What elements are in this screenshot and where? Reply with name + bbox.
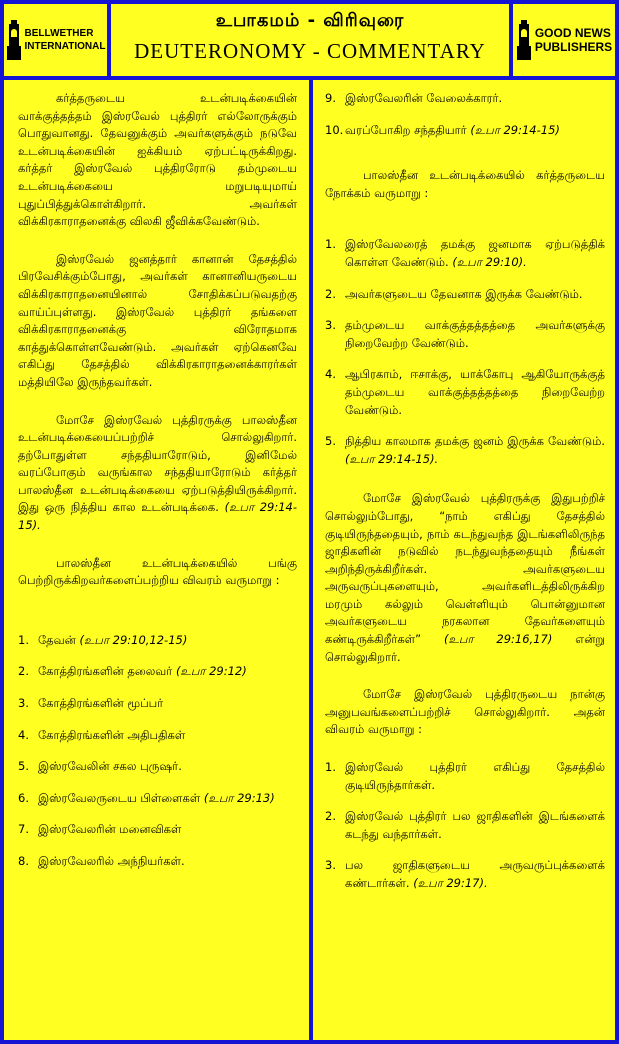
list-number: 1.: [325, 237, 336, 252]
logo-left-line2: INTERNATIONAL: [24, 41, 106, 52]
bellwether-logo: [4, 4, 107, 76]
scripture-reference: (உபா 29:12): [175, 664, 247, 679]
list-text: கோத்திரங்களின் அதிபதிகள்: [38, 727, 186, 742]
list-number: 4.: [18, 727, 29, 742]
good-news-logo: [513, 4, 615, 76]
right-column: [313, 80, 615, 1040]
list-number: 3.: [18, 696, 29, 711]
list-number: 2.: [325, 286, 336, 301]
list-text: இஸ்ரவேலருடைய பிள்ளைகள்: [38, 790, 201, 805]
list-item: [325, 286, 605, 304]
list-text: தேவன்: [38, 632, 76, 647]
list-number: 9.: [325, 91, 336, 105]
paragraph: பாலஸ்தீன உடன்படிக்கையில் கர்த்தருடைய நோக்கம் வருமாறு :: [325, 168, 605, 200]
list-number: 3.: [325, 858, 336, 873]
list-number: 10.: [325, 122, 344, 137]
list-number: 8.: [18, 854, 29, 868]
list-text: ஆபிரகாம், ஈசாக்கு, யாக்கோபு ஆகியோருக்குத் தம்முடைய வாக்குத்தத்தத்தை நிறைவேற்ற வேண்டும்.: [345, 367, 605, 417]
list-number: 6.: [18, 790, 29, 805]
header-title: [111, 4, 509, 76]
list-text: வரப்போகிற சந்ததியார்: [345, 122, 467, 137]
paragraph: பாலஸ்தீன உடன்படிக்கையில் பங்கு பெற்றிருக்கிறவர்களைப்பற்றிய விவரம் வருமாறு :: [18, 555, 297, 588]
list-item: [325, 759, 605, 794]
list-text: இஸ்ரவேல் புத்திரர் பல ஜாதிகளின் இடங்களைக் கடந்து வந்தார்கள்.: [345, 809, 605, 841]
paragraph-text: மோசே இஸ்ரவேல் புத்திரருக்கு இதுபற்றிச் சொல்லும்போது, “நாம் எகிப்து தேசத்தில் குடியிருந்ததையும், நாம் கடந்துவந்த இடங்களிலிருந்த ஜாதிகளின் நடுவில் நடந்துவந்ததையும் நீங்கள் அறிந்திருக்கிறீர்கள். அவர்களுடைய அருவருப்புகளையும், அவர்களிடத்திலிருக்கிற மரமும் கல்லும் வெள்ளியும் பொன்னுமான அவர்களுடைய நரகலான தேவர்களையும் கண்டிருக்கிறீர்கள்”: [325, 491, 605, 647]
list-item: [325, 122, 605, 140]
list-text: கோத்திரங்களின் மூப்பர்: [38, 696, 164, 711]
paragraph-text: என்று சொல்லுகிறார்.: [325, 632, 605, 664]
list-text: இஸ்ரவேலரில் அந்நியர்கள்.: [38, 854, 185, 868]
list-number: 5.: [18, 759, 29, 774]
left-column: [4, 80, 309, 1040]
list-item: [325, 236, 605, 271]
list-text: தம்முடைய வாக்குத்தத்தத்தை அவர்களுக்கு நிறைவேற்ற வேண்டும்.: [345, 318, 605, 350]
scripture-reference: (உபா 29:17).: [413, 876, 488, 890]
list-text: இஸ்ரவேலின் சகல புருஷர்.: [38, 759, 182, 774]
list-text: பல ஜாதிகளுடைய அருவருப்புக்களைக் கண்டார்கள்.: [345, 858, 605, 890]
paragraph: கர்த்தருடைய உடன்படிக்கையின் வாக்குத்தத்தம் இஸ்ரவேல் புத்திரர் எல்லோருக்கும் பொதுவானது. தேவனுக்கும் அவர்களுக்கும் நடுவே உடன்படிக்கையின் ஐக்கியம் ஏற்பட்டிருக்கிறது. கர்த்தர் இஸ்ரவேல் புத்திரரோடு தம்முடைய உடன்படிக்கையை மறுபடியுமாய் புதுப்பித்துக்கொள்கிறார். அவர்கள் விக்கிரகாராதனைக்கு விலகி ஜீவிக்கவேண்டும்.: [18, 91, 297, 229]
page-title-english: DEUTERONOMY - COMMENTARY: [134, 39, 486, 63]
paragraph: இஸ்ரவேல் ஜனத்தார் கானான் தேசத்தில் பிரவேசிக்கும்போது, அவர்கள் கானானியருடைய விக்கிரகாராதனையினால் சோதிக்கப்படுவதற்கு வாய்ப்புள்ளது. இஸ்ரவேல் புத்திரர் தங்களை விக்கிரகாராதனைக்கு விரோதமாக காத்துக்கொள்ளவேண்டும். அவர்கள் ஏற்கெனவே எகிப்து தேசத்தில் விக்கிரகாராதனைக்காரர்கள் மத்தியிலே இருந்தவர்கள்.: [18, 251, 297, 389]
scripture-reference: (உபா 29:10,12-15): [79, 632, 188, 647]
scripture-reference: (உபா 29:14-15).: [345, 451, 439, 466]
list-number: 1.: [18, 632, 29, 647]
scripture-reference: (உபா 29:10).: [452, 254, 527, 269]
experiences-list: [325, 759, 605, 893]
list-item: [18, 853, 297, 871]
list-item: [325, 857, 605, 892]
list-number: 3.: [325, 318, 336, 333]
list-item: [18, 821, 297, 839]
list-item: [18, 758, 297, 776]
list-item: [18, 663, 297, 681]
scripture-reference: (உபா 29:14-15): [470, 122, 560, 137]
list-text: இஸ்ரவேலரின் மனைவிகள்: [38, 822, 182, 837]
paragraph: [18, 412, 297, 535]
bell-tower-icon: [516, 20, 532, 60]
list-item: [325, 433, 605, 468]
list-number: 5.: [325, 434, 336, 449]
list-number: 1.: [325, 760, 336, 775]
list-number: 7.: [18, 822, 29, 837]
list-text: அவர்களுடைய தேவனாக இருக்க வேண்டும்.: [345, 286, 583, 301]
page-title-tamil: உபாகமம் - விரிவுரை: [215, 10, 405, 31]
scripture-reference: (உபா 29:14-15).: [18, 500, 298, 533]
purpose-list: [325, 236, 605, 468]
list-item: [18, 695, 297, 713]
list-item: [325, 808, 605, 843]
participants-list-continued: [325, 90, 605, 139]
bell-tower-icon: [6, 20, 22, 60]
logo-left-line1: BELLWETHER: [24, 28, 94, 39]
list-item: [325, 366, 605, 419]
list-text: இஸ்ரவேல் புத்திரர் எகிப்து தேசத்தில் குடியிருந்தார்கள்.: [345, 760, 605, 792]
list-item: [325, 90, 605, 108]
scripture-reference: (உபா 29:16,17): [444, 632, 553, 647]
paragraph-text: மோசே இஸ்ரவேல் புத்திரருக்கு பாலஸ்தீன உடன்படிக்கையைப்பற்றிச் சொல்லுகிறார். தற்போதுள்ள சந்ததியாரோடும், இனிமேல் வரப்போகும் வருங்கால சந்ததியாரோடும் கர்த்தர் பாலஸ்தீன உடன்படிக்கையை ஏற்படுத்தியிருக்கிறார். இது ஒரு நித்திய கால உடன்படிக்கை.: [18, 412, 297, 515]
list-number: 2.: [18, 664, 29, 679]
list-item: [18, 632, 297, 650]
logo-right-line2: PUBLISHERS: [534, 40, 613, 54]
list-text: இஸ்ரவேலரைத் தமக்கு ஜனமாக ஏற்படுத்திக் கொள்ள வேண்டும்.: [345, 237, 605, 269]
participants-list: [18, 632, 297, 871]
paragraph: [325, 490, 605, 666]
list-item: [18, 727, 297, 745]
logo-right-line1: GOOD NEWS: [534, 26, 611, 40]
list-text: கோத்திரங்களின் தலைவர்: [38, 664, 173, 679]
list-item: [18, 790, 297, 808]
list-text: நித்திய காலமாக தமக்கு ஜனம் இருக்க வேண்டும்.: [345, 434, 605, 449]
list-number: 4.: [325, 367, 336, 382]
list-text: இஸ்ரவேலரின் வேலைக்காரர்.: [345, 91, 503, 105]
scripture-reference: (உபா 29:13): [203, 790, 275, 805]
list-number: 2.: [325, 809, 336, 824]
list-item: [325, 317, 605, 352]
paragraph: மோசே இஸ்ரவேல் புத்திரருடைய நான்கு அனுபவங்களைப்பற்றிச் சொல்லுகிறார். அதன் விவரம் வருமாறு :: [325, 687, 605, 737]
